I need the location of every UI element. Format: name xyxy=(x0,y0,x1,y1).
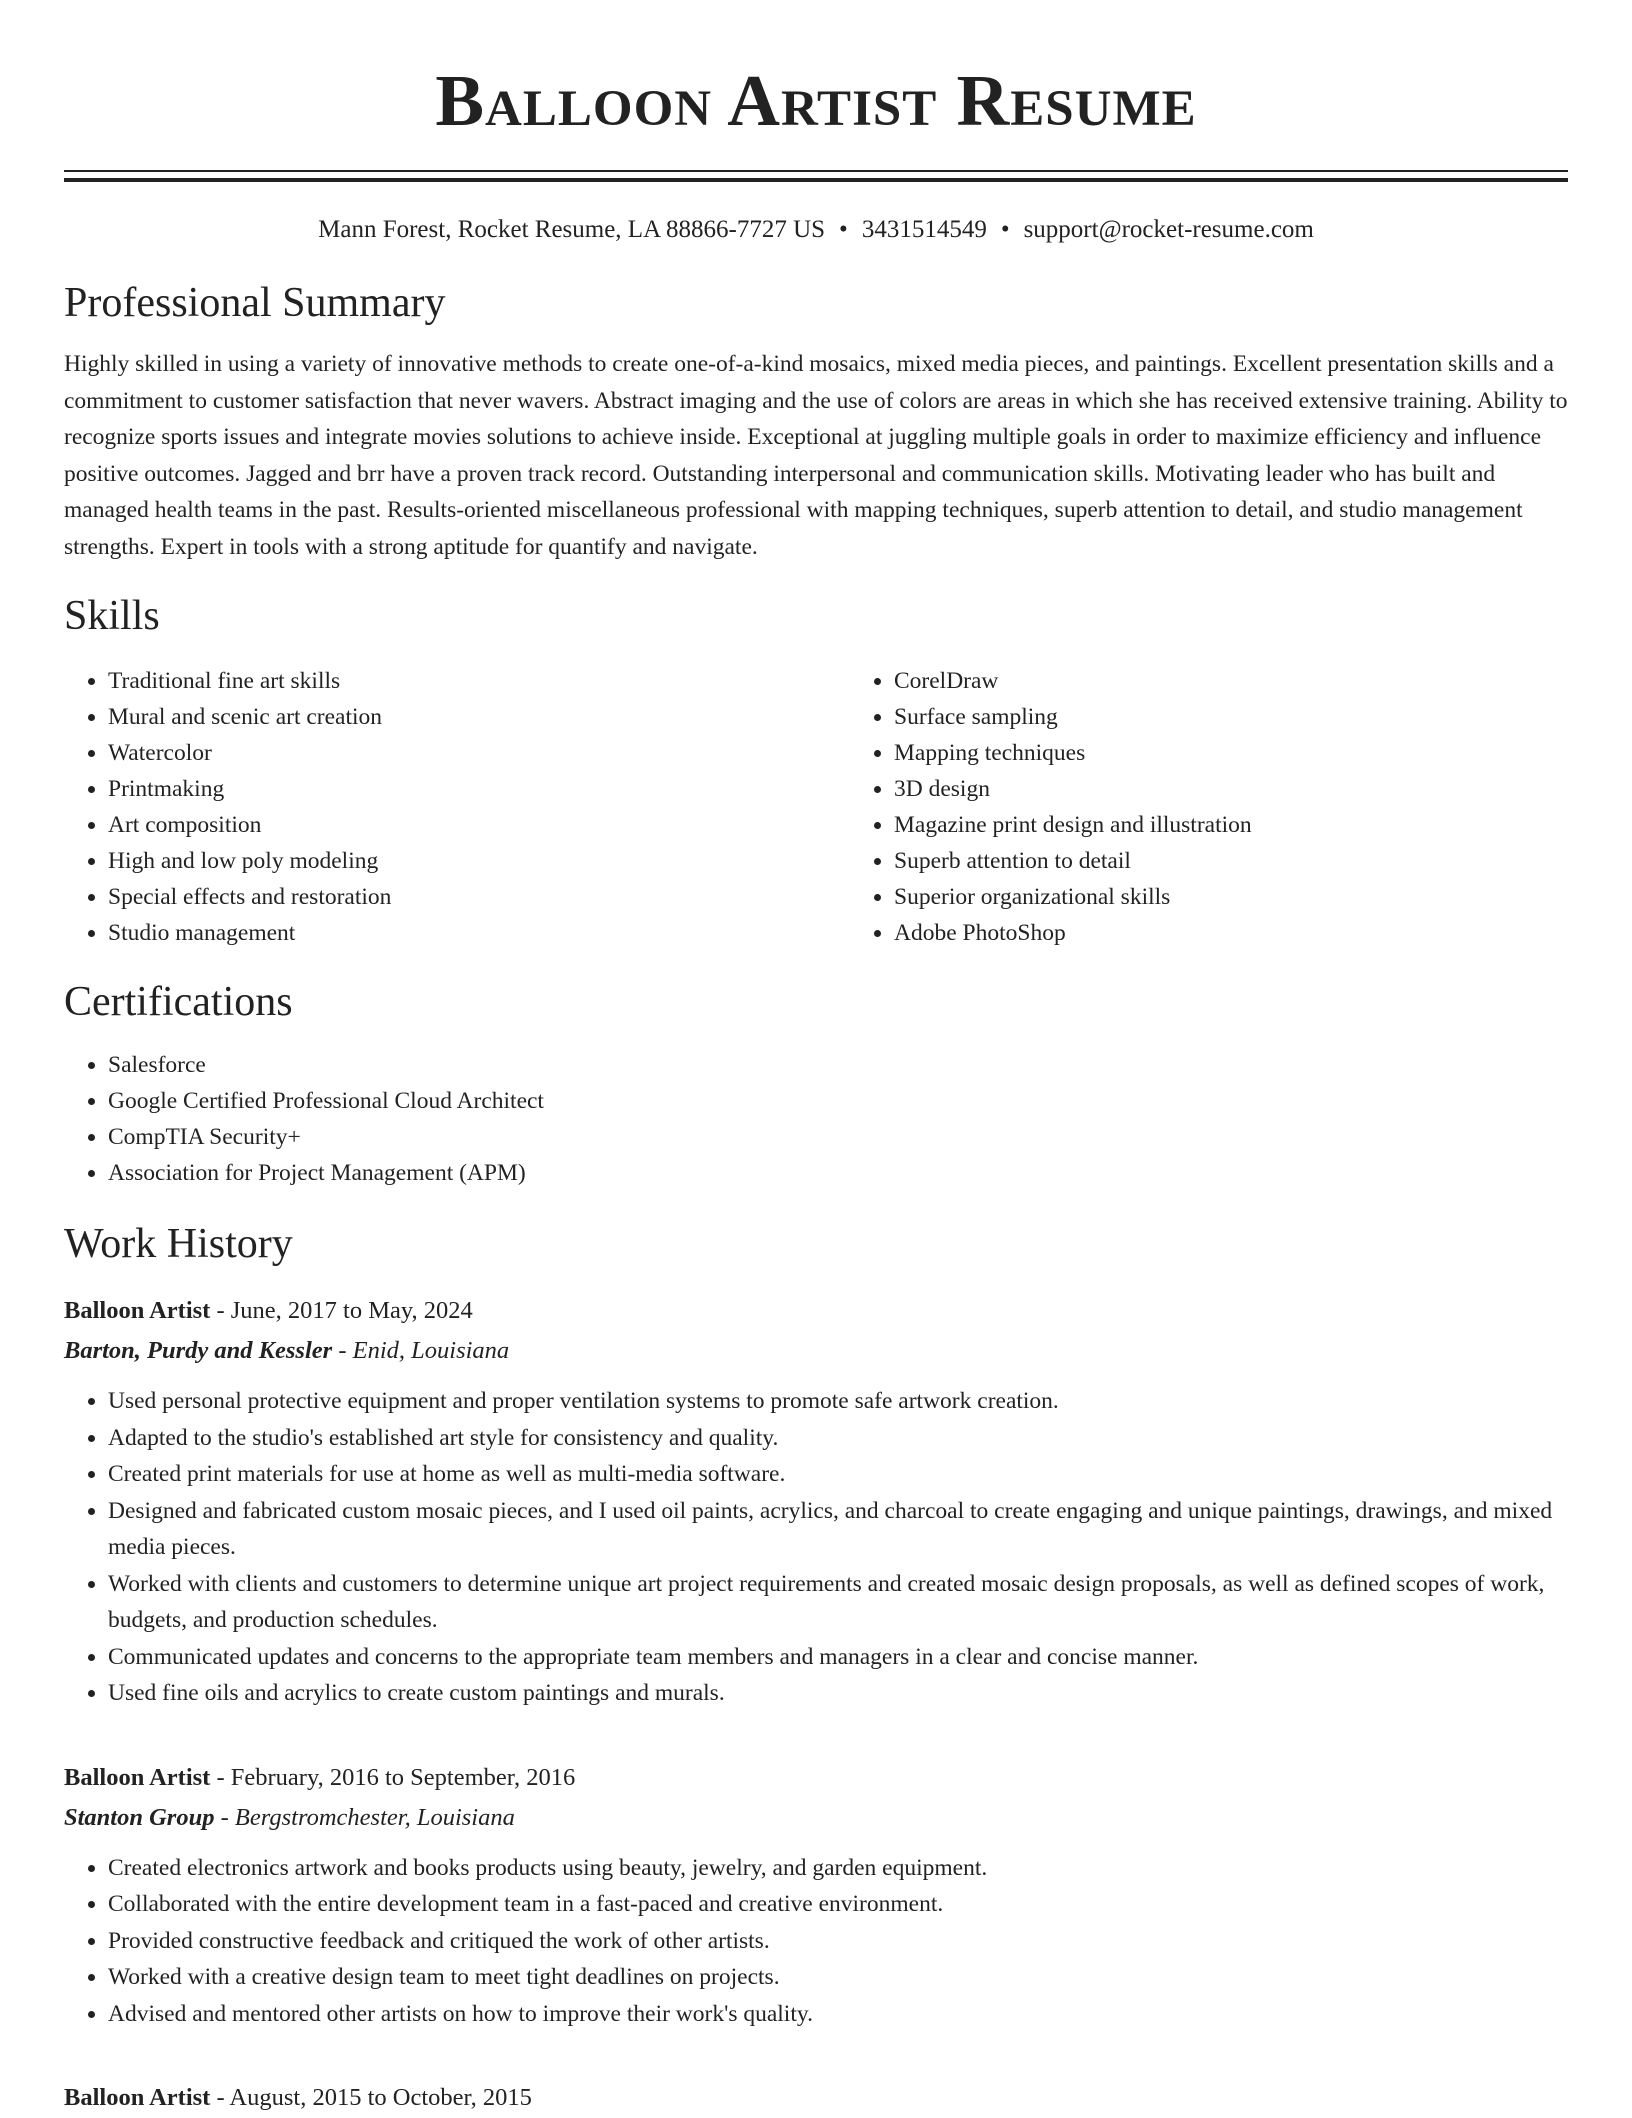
skill-item: • High and low poly modeling xyxy=(108,843,850,879)
skills-list-right xyxy=(850,663,1252,951)
summary-heading: Professional Summary xyxy=(64,280,446,326)
skill-item: • CorelDraw xyxy=(894,663,1252,699)
skill-item: • Superior organizational skills xyxy=(894,879,1252,915)
divider-thin-line xyxy=(64,170,1568,172)
skill-item: • Studio management xyxy=(108,915,850,951)
divider-thick-line xyxy=(64,178,1568,182)
skill-item: • Surface sampling xyxy=(894,699,1252,735)
skill-item: • Adobe PhotoShop xyxy=(894,915,1252,951)
job-entry xyxy=(64,1291,1568,1712)
skill-item: • Watercolor xyxy=(108,735,850,771)
job-location: Enid, Louisiana xyxy=(352,1337,510,1364)
job-bullet: • Provided constructive feedback and critiqued the work of other artists. xyxy=(108,1923,1568,1960)
work-history-heading: Work History xyxy=(64,1221,293,1267)
job-company-line: Stanton Group - Bergstromchester, Louisiana xyxy=(64,1803,515,1831)
contact-email[interactable]: support@rocket-resume.com xyxy=(1023,216,1314,243)
contact-separator: • xyxy=(1000,216,1010,243)
job-title: Balloon Artist xyxy=(64,2084,211,2111)
skill-item: • 3D design xyxy=(894,771,1252,807)
certification-item: • CompTIA Security+ xyxy=(108,1119,1568,1155)
job-bullet: • Used fine oils and acrylics to create custom paintings and murals. xyxy=(108,1675,1568,1712)
page-title: Balloon Artist Resume xyxy=(435,60,1197,141)
job-title-line: Balloon Artist - February, 2016 to September, 2016 xyxy=(64,1763,576,1791)
skills-list-left xyxy=(64,663,850,951)
job-company-line: Barton, Purdy and Kessler - Enid, Louisiana xyxy=(64,1337,510,1364)
skill-item: • Superb attention to detail xyxy=(894,843,1252,879)
job-bullet: • Worked with clients and customers to determine unique art project requirements and created mosaic design proposals, as well as defined scopes of work, budgets, and production schedules. xyxy=(108,1566,1568,1639)
job-title: Balloon Artist xyxy=(64,1297,211,1324)
job-dates: June, 2017 to May, 2024 xyxy=(230,1297,473,1324)
skill-item: • Art composition xyxy=(108,807,850,843)
skill-item: • Printmaking xyxy=(108,771,850,807)
contact-line xyxy=(64,212,1568,248)
certifications-heading: Certifications xyxy=(64,979,293,1025)
job-bullets xyxy=(64,1850,1568,2033)
skills-grid xyxy=(64,663,1568,951)
summary-text: Highly skilled in using a variety of innovative methods to create one-of-a-kind mosaics, mixed media pieces, and paintings. Excellent presentation skills and a commitment to customer satisfaction that never wavers. Abstract imaging and the use of colors are areas in which she has received extensive training. Ability to recognize sports issues and integrate movies solutions to achieve inside. Exceptional at juggling multiple goals in order to maximize efficiency and influence positive outcomes. Jagged and brr have a proven track record. Outstanding interpersonal and communication skills. Motivating leader who has built and managed health teams in the past. Results-oriented miscellaneous professional with mapping techniques, superb attention to detail, and studio management strengths. Expert in tools with a strong aptitude for quantify and navigate. xyxy=(64,351,1568,560)
certification-item: • Salesforce xyxy=(108,1047,1568,1083)
job-bullet: • Used personal protective equipment and proper ventilation systems to promote safe artwork creation. xyxy=(108,1383,1568,1420)
job-entry xyxy=(64,1758,1568,2033)
job-title: Balloon Artist xyxy=(64,1763,211,1791)
skill-item: • Mural and scenic art creation xyxy=(108,699,850,735)
job-entry xyxy=(64,2078,1568,2118)
certifications-list xyxy=(64,1047,1568,1191)
job-bullet: • Created electronics artwork and books products using beauty, jewelry, and garden equipment. xyxy=(108,1850,1568,1887)
skill-item: • Mapping techniques xyxy=(894,735,1252,771)
job-title-line: Balloon Artist - August, 2015 to October, 2015 xyxy=(64,2084,532,2111)
job-location: Bergstromchester, Louisiana xyxy=(234,1803,515,1831)
contact-phone: 3431514549 xyxy=(861,216,987,243)
contact-separator: • xyxy=(839,216,848,243)
skill-item: • Special effects and restoration xyxy=(108,879,850,915)
certification-item: • Association for Project Management (APM) xyxy=(108,1155,1568,1191)
certification-item: • Google Certified Professional Cloud Architect xyxy=(108,1083,1568,1119)
skill-item: • Traditional fine art skills xyxy=(108,663,850,699)
job-bullet: • Collaborated with the entire development team in a fast-paced and creative environment. xyxy=(108,1886,1568,1923)
job-bullet: • Created print materials for use at home as well as multi-media software. xyxy=(108,1456,1568,1493)
job-company: Barton, Purdy and Kessler xyxy=(64,1337,333,1364)
job-bullet: • Advised and mentored other artists on how to improve their work's quality. xyxy=(108,1996,1568,2033)
job-dates: February, 2016 to September, 2016 xyxy=(230,1763,576,1791)
job-bullet: • Communicated updates and concerns to the appropriate team members and managers in a clear and concise manner. xyxy=(108,1639,1568,1676)
job-dates: August, 2015 to October, 2015 xyxy=(229,2084,532,2111)
job-bullets xyxy=(64,1383,1568,1712)
job-title-line: Balloon Artist - June, 2017 to May, 2024 xyxy=(64,1297,473,1324)
skill-item: • Magazine print design and illustration xyxy=(894,807,1252,843)
job-bullet: • Worked with a creative design team to meet tight deadlines on projects. xyxy=(108,1959,1568,1996)
job-company: Stanton Group xyxy=(64,1803,215,1831)
job-bullet: • Adapted to the studio's established art style for consistency and quality. xyxy=(108,1420,1568,1457)
job-bullet: • Designed and fabricated custom mosaic pieces, and I used oil paints, acrylics, and charcoal to create engaging and unique paintings, drawings, and mixed media pieces. xyxy=(108,1493,1568,1566)
contact-address: Mann Forest, Rocket Resume, LA 88866-7727 US xyxy=(318,216,826,243)
title-divider xyxy=(64,170,1568,182)
skills-heading: Skills xyxy=(64,593,160,639)
